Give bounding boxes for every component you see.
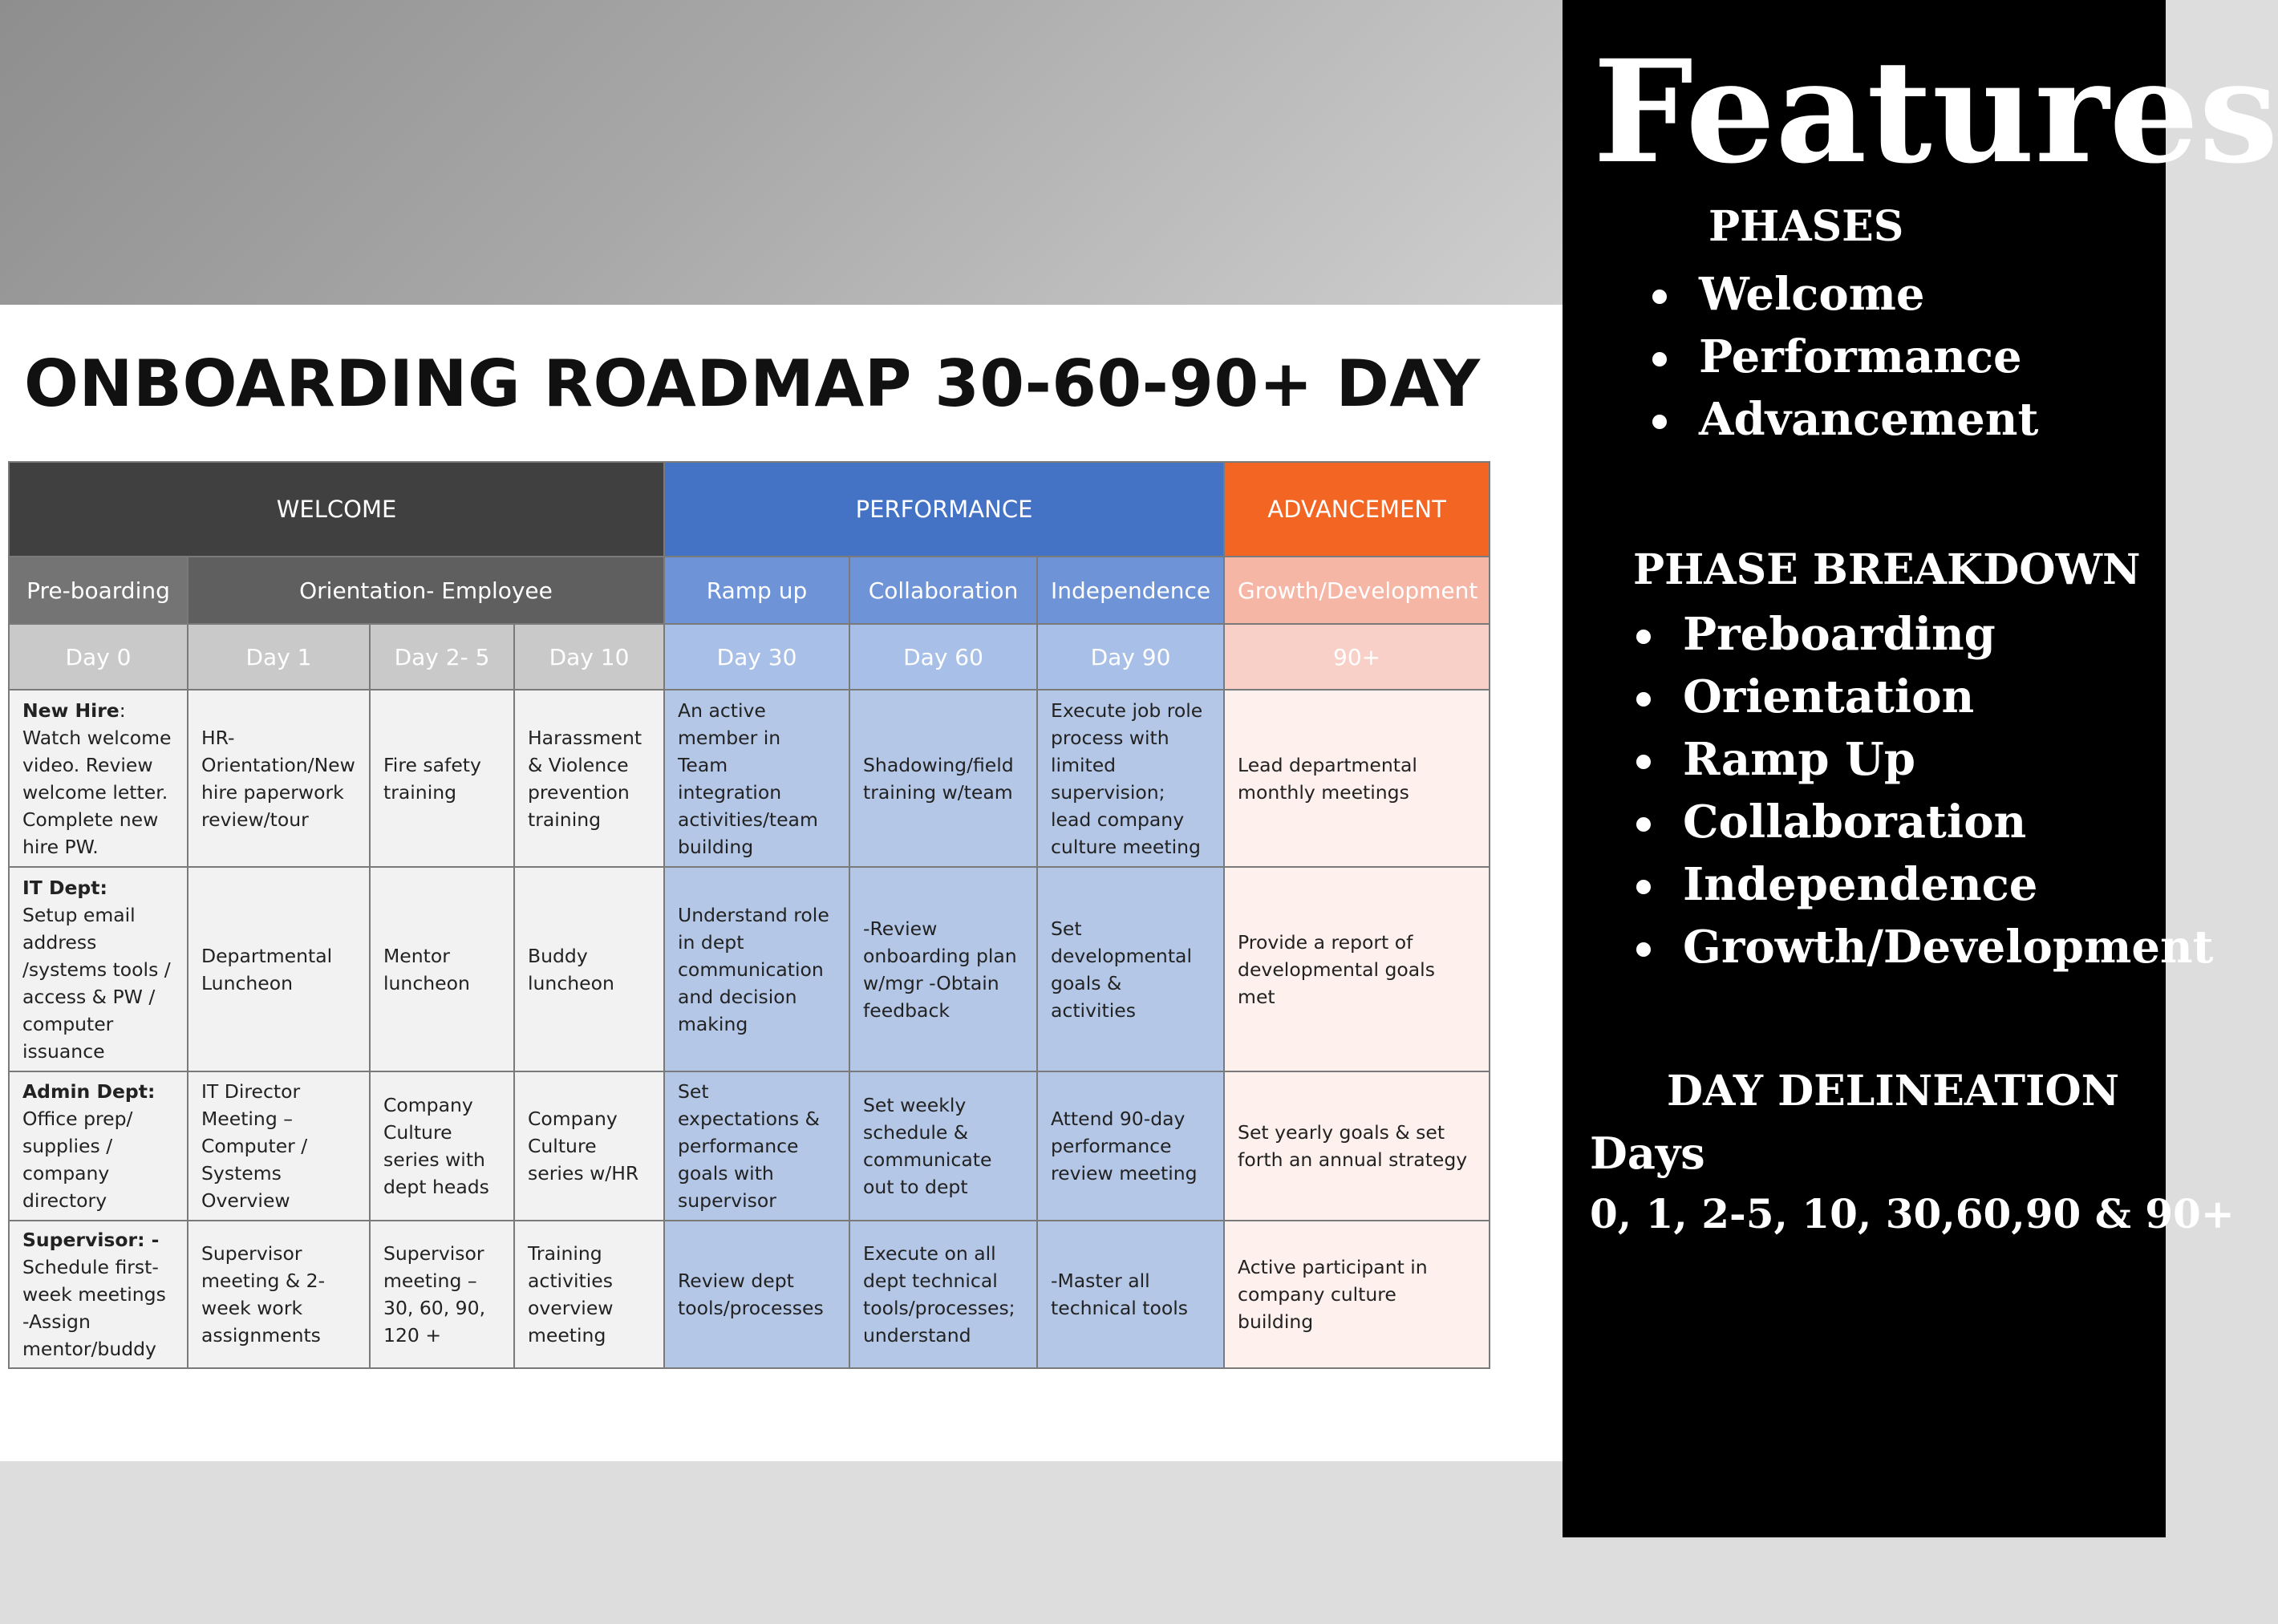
table-cell [9,1071,188,1221]
day-header-cell: Day 0 [9,624,188,690]
table-cell [9,690,188,867]
features-sidebar [1563,0,2278,1537]
list-item: Performance [1652,326,2038,388]
day-header-cell: Day 30 [664,624,849,690]
row-lead-label: Supervisor: - [22,1229,160,1251]
subphase-ramp-up: Ramp up [664,557,849,624]
day-header-cell: Day 90 [1037,624,1224,690]
subphase-orientation: Orientation- Employee [188,557,664,624]
list-item: Preboarding [1636,603,2214,666]
phases-list [1652,263,2038,451]
features-title: Features [1593,29,2278,195]
table-cell [9,1221,188,1368]
phase-header-row [9,462,1490,557]
list-item: Orientation [1636,666,2214,728]
row-lead-suffix: : [119,699,126,722]
list-item: Welcome [1652,263,2038,326]
table-cell: Supervisor meeting – 30, 60, 90, 120 + [370,1221,514,1368]
list-item: Advancement [1652,388,2038,451]
row-lead-label: Admin Dept: [22,1080,156,1103]
list-item: Ramp Up [1636,728,2214,791]
list-item: Independence [1636,853,2214,916]
roadmap-title: ONBOARDING ROADMAP 30-60-90+ DAY [24,346,1481,421]
table-cell: Set yearly goals & set forth an annual strategy [1224,1071,1490,1221]
table-cell: Provide a report of developmental goals met [1224,867,1490,1071]
phase-breakdown-list [1636,603,2214,978]
table-cell: Supervisor meeting & 2-week work assignments [188,1221,370,1368]
table-row-new-hire [9,690,1490,867]
table-cell: -Review onboarding plan w/mgr -Obtain feedback [849,867,1037,1071]
phase-advancement-header: ADVANCEMENT [1224,462,1490,557]
table-cell: IT Director Meeting – Computer / Systems Overview [188,1071,370,1221]
table-cell: Company Culture series with dept heads [370,1071,514,1221]
cell-text: Setup email address /systems tools / access & PW / computer issuance [22,903,171,1063]
table-row-admin-dept [9,1071,1490,1221]
subphase-growth-development: Growth/Development [1224,557,1490,624]
day-header-cell: Day 10 [514,624,664,690]
subphase-preboarding: Pre-boarding [9,557,188,624]
table-cell: Mentor luncheon [370,867,514,1071]
phase-welcome-header: WELCOME [9,462,664,557]
table-cell: Departmental Luncheon [188,867,370,1071]
table-cell: Set expectations & performance goals with supervisor [664,1071,849,1221]
day-header-cell: Day 2- 5 [370,624,514,690]
day-header-row [9,624,1490,690]
table-cell: Training activities overview meeting [514,1221,664,1368]
header-gradient-band [0,0,1563,305]
row-lead-label: New Hire [22,699,120,722]
table-cell: Harassment & Violence prevention training [514,690,664,867]
table-cell: An active member in Team integration activities/team building [664,690,849,867]
table-cell: Set weekly schedule & communicate out to dept [849,1071,1037,1221]
table-row-supervisor [9,1221,1490,1368]
day-header-cell: Day 60 [849,624,1037,690]
table-row-it-dept [9,867,1490,1071]
days-values: 0, 1, 2-5, 10, 30,60,90 & 90+ [1590,1190,2235,1237]
subphase-collaboration: Collaboration [849,557,1037,624]
roadmap-table [8,461,1490,1369]
day-header-cell: Day 1 [188,624,370,690]
cell-text: Schedule first-week meetings -Assign mentor/buddy [22,1256,166,1360]
table-cell: Execute job role process with limited supervision; lead company culture meeting [1037,690,1224,867]
table-cell: Set developmental goals & activities [1037,867,1224,1071]
table-cell: Active participant in company culture building [1224,1221,1490,1368]
phase-performance-header: PERFORMANCE [664,462,1224,557]
table-cell: Shadowing/field training w/team [849,690,1037,867]
cell-text: Watch welcome video. Review welcome letter. Complete new hire PW. [22,726,172,858]
table-cell: -Master all technical tools [1037,1221,1224,1368]
table-cell: Lead departmental monthly meetings [1224,690,1490,867]
table-cell: HR-Orientation/New hire paperwork review/tour [188,690,370,867]
table-cell [9,867,188,1071]
list-item: Collaboration [1636,791,2214,853]
phase-breakdown-heading: PHASE BREAKDOWN [1633,545,2141,594]
table-cell: Attend 90-day performance review meeting [1037,1071,1224,1221]
cell-text: Office prep/ supplies / company directory [22,1108,133,1212]
list-item: Growth/Development [1636,916,2214,978]
subphase-independence: Independence [1037,557,1224,624]
subphase-header-row [9,557,1490,624]
table-cell: Review dept tools/processes [664,1221,849,1368]
table-cell: Fire safety training [370,690,514,867]
day-header-cell: 90+ [1224,624,1490,690]
days-label: Days [1590,1128,1705,1179]
phases-heading: PHASES [1708,202,1904,251]
table-cell: Understand role in dept communication and decision making [664,867,849,1071]
table-cell: Buddy luncheon [514,867,664,1071]
table-cell: Company Culture series w/HR [514,1071,664,1221]
row-lead-label: IT Dept: [22,876,107,899]
table-cell: Execute on all dept technical tools/processes; understand [849,1221,1037,1368]
day-delineation-heading: DAY DELINEATION [1667,1067,2120,1116]
